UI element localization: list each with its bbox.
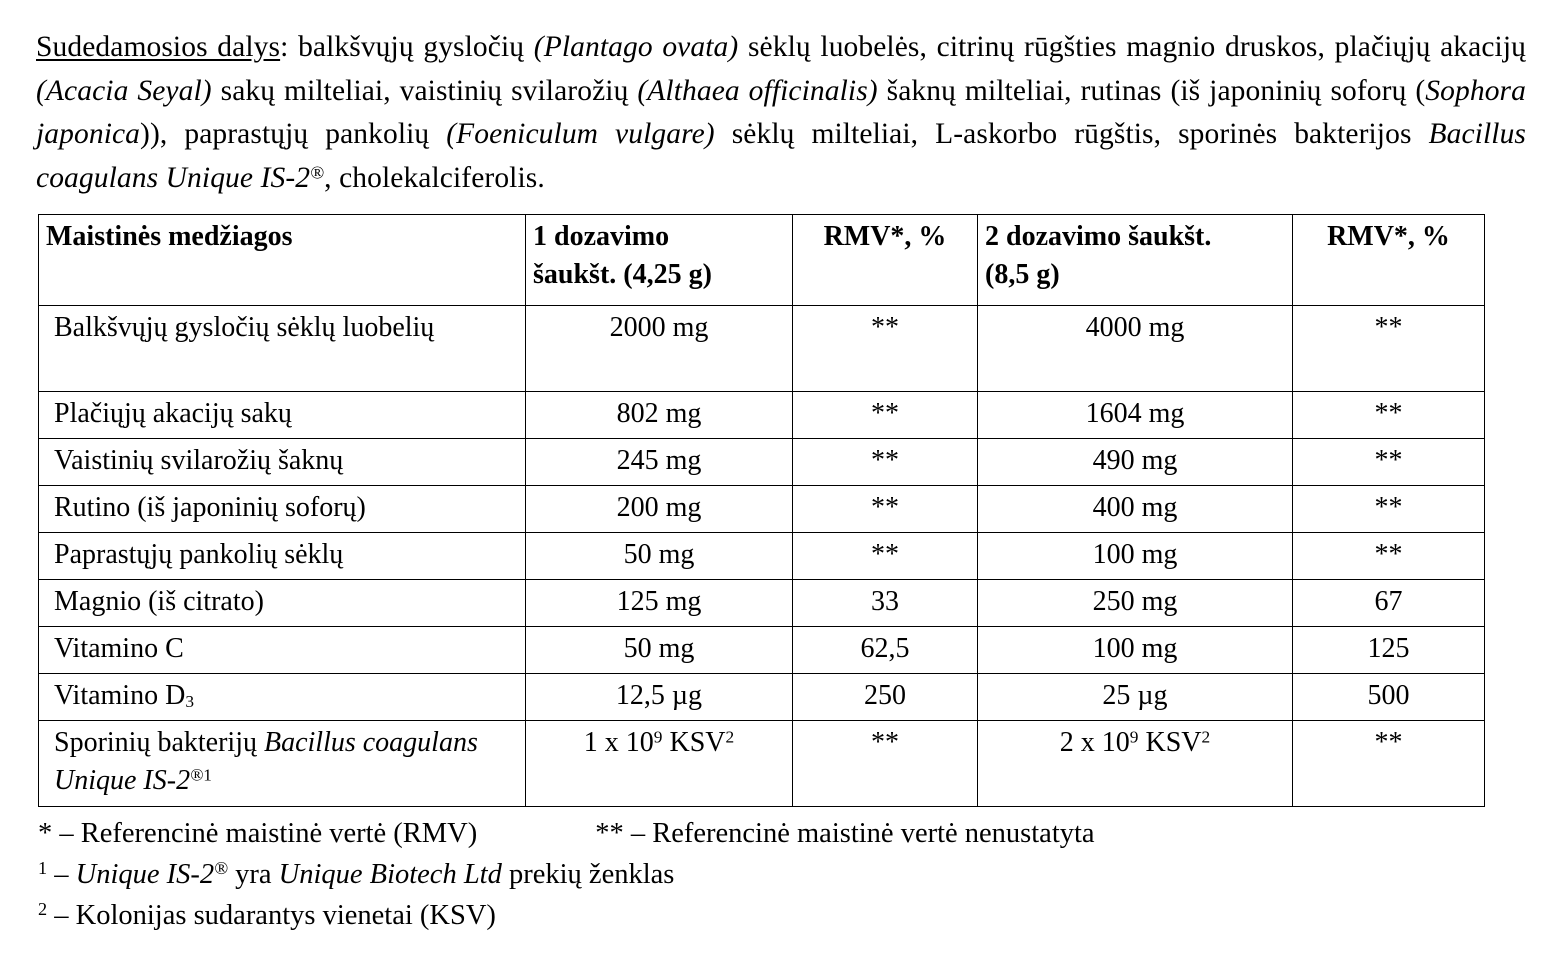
row-dose-2: 100 mg: [978, 533, 1293, 580]
row-dose-2: 250 mg: [978, 580, 1293, 627]
row-rmv-1: 62,5: [793, 627, 978, 674]
footnote-line-2: [38, 854, 1526, 895]
row-dose-2: 1604 mg: [978, 392, 1293, 439]
row-name-base: Vitamino D: [54, 680, 186, 711]
ingredients-seg-9: (Foeniculum vulgare): [446, 118, 715, 150]
row-rmv-2: **: [1293, 392, 1485, 439]
ingredients-seg-1: (Plantago ovata): [533, 31, 739, 63]
ingredients-seg-13: , cholekalciferolis.: [324, 161, 545, 194]
ingredients-seg-8: )), paprastųjų pankolių: [140, 118, 447, 150]
ingredients-seg-7: Sophora japonica: [36, 74, 1526, 150]
ingredients-seg-11: Bacillus coagulans Unique IS-2: [36, 118, 1526, 194]
row-rmv-1: **: [793, 721, 978, 807]
footnotes: [38, 813, 1526, 936]
row-name-footnote-marker: 1: [203, 765, 212, 785]
row-dose-2: 400 mg: [978, 486, 1293, 533]
row-dose-2-exponent: 9: [1129, 727, 1139, 747]
table-row: [39, 439, 1485, 486]
table-header: [39, 215, 1485, 306]
row-name: [39, 721, 526, 807]
row-name: Magnio (iš citrato): [39, 580, 526, 627]
table-row: [39, 674, 1485, 721]
row-name: [39, 674, 526, 721]
row-dose-1-base: 1 x 10: [583, 727, 654, 758]
row-dose-1-exponent: 9: [653, 727, 663, 747]
table-body: [39, 306, 1485, 807]
footnote-rmv-undefined: ** – Referencinė maistinė vertė nenustatyta: [595, 818, 1095, 849]
table-row: [39, 721, 1485, 807]
row-dose-1: 125 mg: [526, 580, 793, 627]
row-name: Plačiųjų akacijų sakų: [39, 392, 526, 439]
row-rmv-2: 500: [1293, 674, 1485, 721]
footnote-3-text: – Kolonijas sudarantys vienetai (KSV): [47, 900, 496, 931]
registered-trademark-icon: ®: [214, 857, 228, 878]
table-header-row: [39, 215, 1485, 306]
footnote-2-company: Unique Biotech Ltd: [278, 859, 502, 890]
row-dose-1: 802 mg: [526, 392, 793, 439]
footnote-rmv-definition: * – Referencinė maistinė vertė (RMV): [38, 818, 478, 849]
row-dose-1: 12,5 µg: [526, 674, 793, 721]
footnote-2-suffix: prekių ženklas: [501, 859, 675, 890]
table-row: [39, 580, 1485, 627]
row-rmv-2: **: [1293, 306, 1485, 392]
registered-trademark-icon: ®: [310, 162, 325, 183]
row-rmv-2: **: [1293, 439, 1485, 486]
row-dose-2: [978, 721, 1293, 807]
row-dose-1: 245 mg: [526, 439, 793, 486]
row-rmv-2: **: [1293, 533, 1485, 580]
row-dose-1: 50 mg: [526, 533, 793, 580]
header-dose-1: [526, 215, 793, 306]
footnote-2-brand: Unique IS-2: [75, 859, 215, 890]
row-dose-1: [526, 721, 793, 807]
row-dose-2: 490 mg: [978, 439, 1293, 486]
footnote-line-1: [38, 813, 1526, 854]
table-row: [39, 533, 1485, 580]
row-dose-2: 25 µg: [978, 674, 1293, 721]
row-rmv-1: **: [793, 392, 978, 439]
row-name-italic: Bacillus coagulans Unique IS-2: [54, 727, 478, 796]
header-dose-2: [978, 215, 1293, 306]
row-name-prefix: Sporinių bakterijų: [54, 727, 264, 758]
row-rmv-1: **: [793, 486, 978, 533]
row-rmv-1: **: [793, 306, 978, 392]
registered-trademark-icon: ®: [190, 765, 204, 785]
footnote-line-3: [38, 895, 1526, 936]
row-name: Rutino (iš japoninių soforų): [39, 486, 526, 533]
footnote-marker-2: 2: [38, 898, 48, 919]
row-rmv-1: **: [793, 439, 978, 486]
ingredients-seg-4: sakų milteliai, vaistinių svilarožių: [211, 74, 638, 107]
ingredients-label: Sudedamosios dalys: [36, 31, 281, 63]
header-rmv-1: RMV*, %: [793, 215, 978, 306]
ingredients-seg-6: šaknų milteliai, rutinas (iš japoninių soforų (: [877, 74, 1426, 107]
row-rmv-1: 33: [793, 580, 978, 627]
table-row: [39, 392, 1485, 439]
header-dose-1-line1: 1 dozavimo: [533, 221, 670, 252]
row-rmv-2: 125: [1293, 627, 1485, 674]
table-row: [39, 306, 1485, 392]
row-name: Vaistinių svilarožių šaknų: [39, 439, 526, 486]
row-rmv-2: 67: [1293, 580, 1485, 627]
header-dose-2-line1: 2 dozavimo šaukšt.: [985, 221, 1212, 252]
ingredients-seg-5: (Althaea officinalis): [637, 74, 878, 107]
header-rmv-2: RMV*, %: [1293, 215, 1485, 306]
row-dose-2-unit: KSV: [1138, 727, 1202, 758]
ingredients-seg-0: balkšvųjų gysločių: [298, 31, 534, 63]
header-dose-2-line2: (8,5 g): [985, 259, 1060, 290]
footnote-2-mid: yra: [228, 859, 279, 890]
row-dose-2-base: 2 x 10: [1059, 727, 1130, 758]
row-dose-2: 100 mg: [978, 627, 1293, 674]
row-rmv-1: 250: [793, 674, 978, 721]
row-dose-1-footnote-marker: 2: [725, 727, 735, 747]
table-row: [39, 627, 1485, 674]
row-dose-1-unit: KSV: [662, 727, 726, 758]
header-dose-1-line2: šaukšt. (4,25 g): [533, 259, 712, 290]
row-name: Paprastųjų pankolių sėklų: [39, 533, 526, 580]
row-dose-1: 2000 mg: [526, 306, 793, 392]
row-rmv-2: **: [1293, 721, 1485, 807]
row-name: Balkšvųjų gysločių sėklų luobelių: [39, 306, 526, 392]
ingredients-seg-3: (Acacia Seyal): [36, 74, 212, 107]
ingredients-seg-2: sėklų luobelės, citrinų rūgšties magnio druskos, plačiųjų akacijų: [738, 31, 1526, 63]
row-rmv-2: **: [1293, 486, 1485, 533]
footnote-2-prefix: –: [47, 859, 76, 890]
ingredients-seg-10: sėklų milteliai, L-askorbo rūgštis, sporinės bakterijos: [714, 118, 1429, 150]
row-dose-1: 50 mg: [526, 627, 793, 674]
row-name: Vitamino C: [39, 627, 526, 674]
row-rmv-1: **: [793, 533, 978, 580]
row-dose-1: 200 mg: [526, 486, 793, 533]
table-row: [39, 486, 1485, 533]
header-nutrients: Maistinės medžiagos: [39, 215, 526, 306]
row-dose-2-footnote-marker: 2: [1201, 727, 1211, 747]
row-name-subscript: 3: [185, 692, 194, 712]
footnote-marker-1: 1: [38, 857, 48, 878]
row-dose-2: 4000 mg: [978, 306, 1293, 392]
ingredients-separator: :: [280, 31, 299, 63]
ingredients-paragraph: [36, 26, 1526, 200]
nutrition-table: [38, 214, 1485, 807]
